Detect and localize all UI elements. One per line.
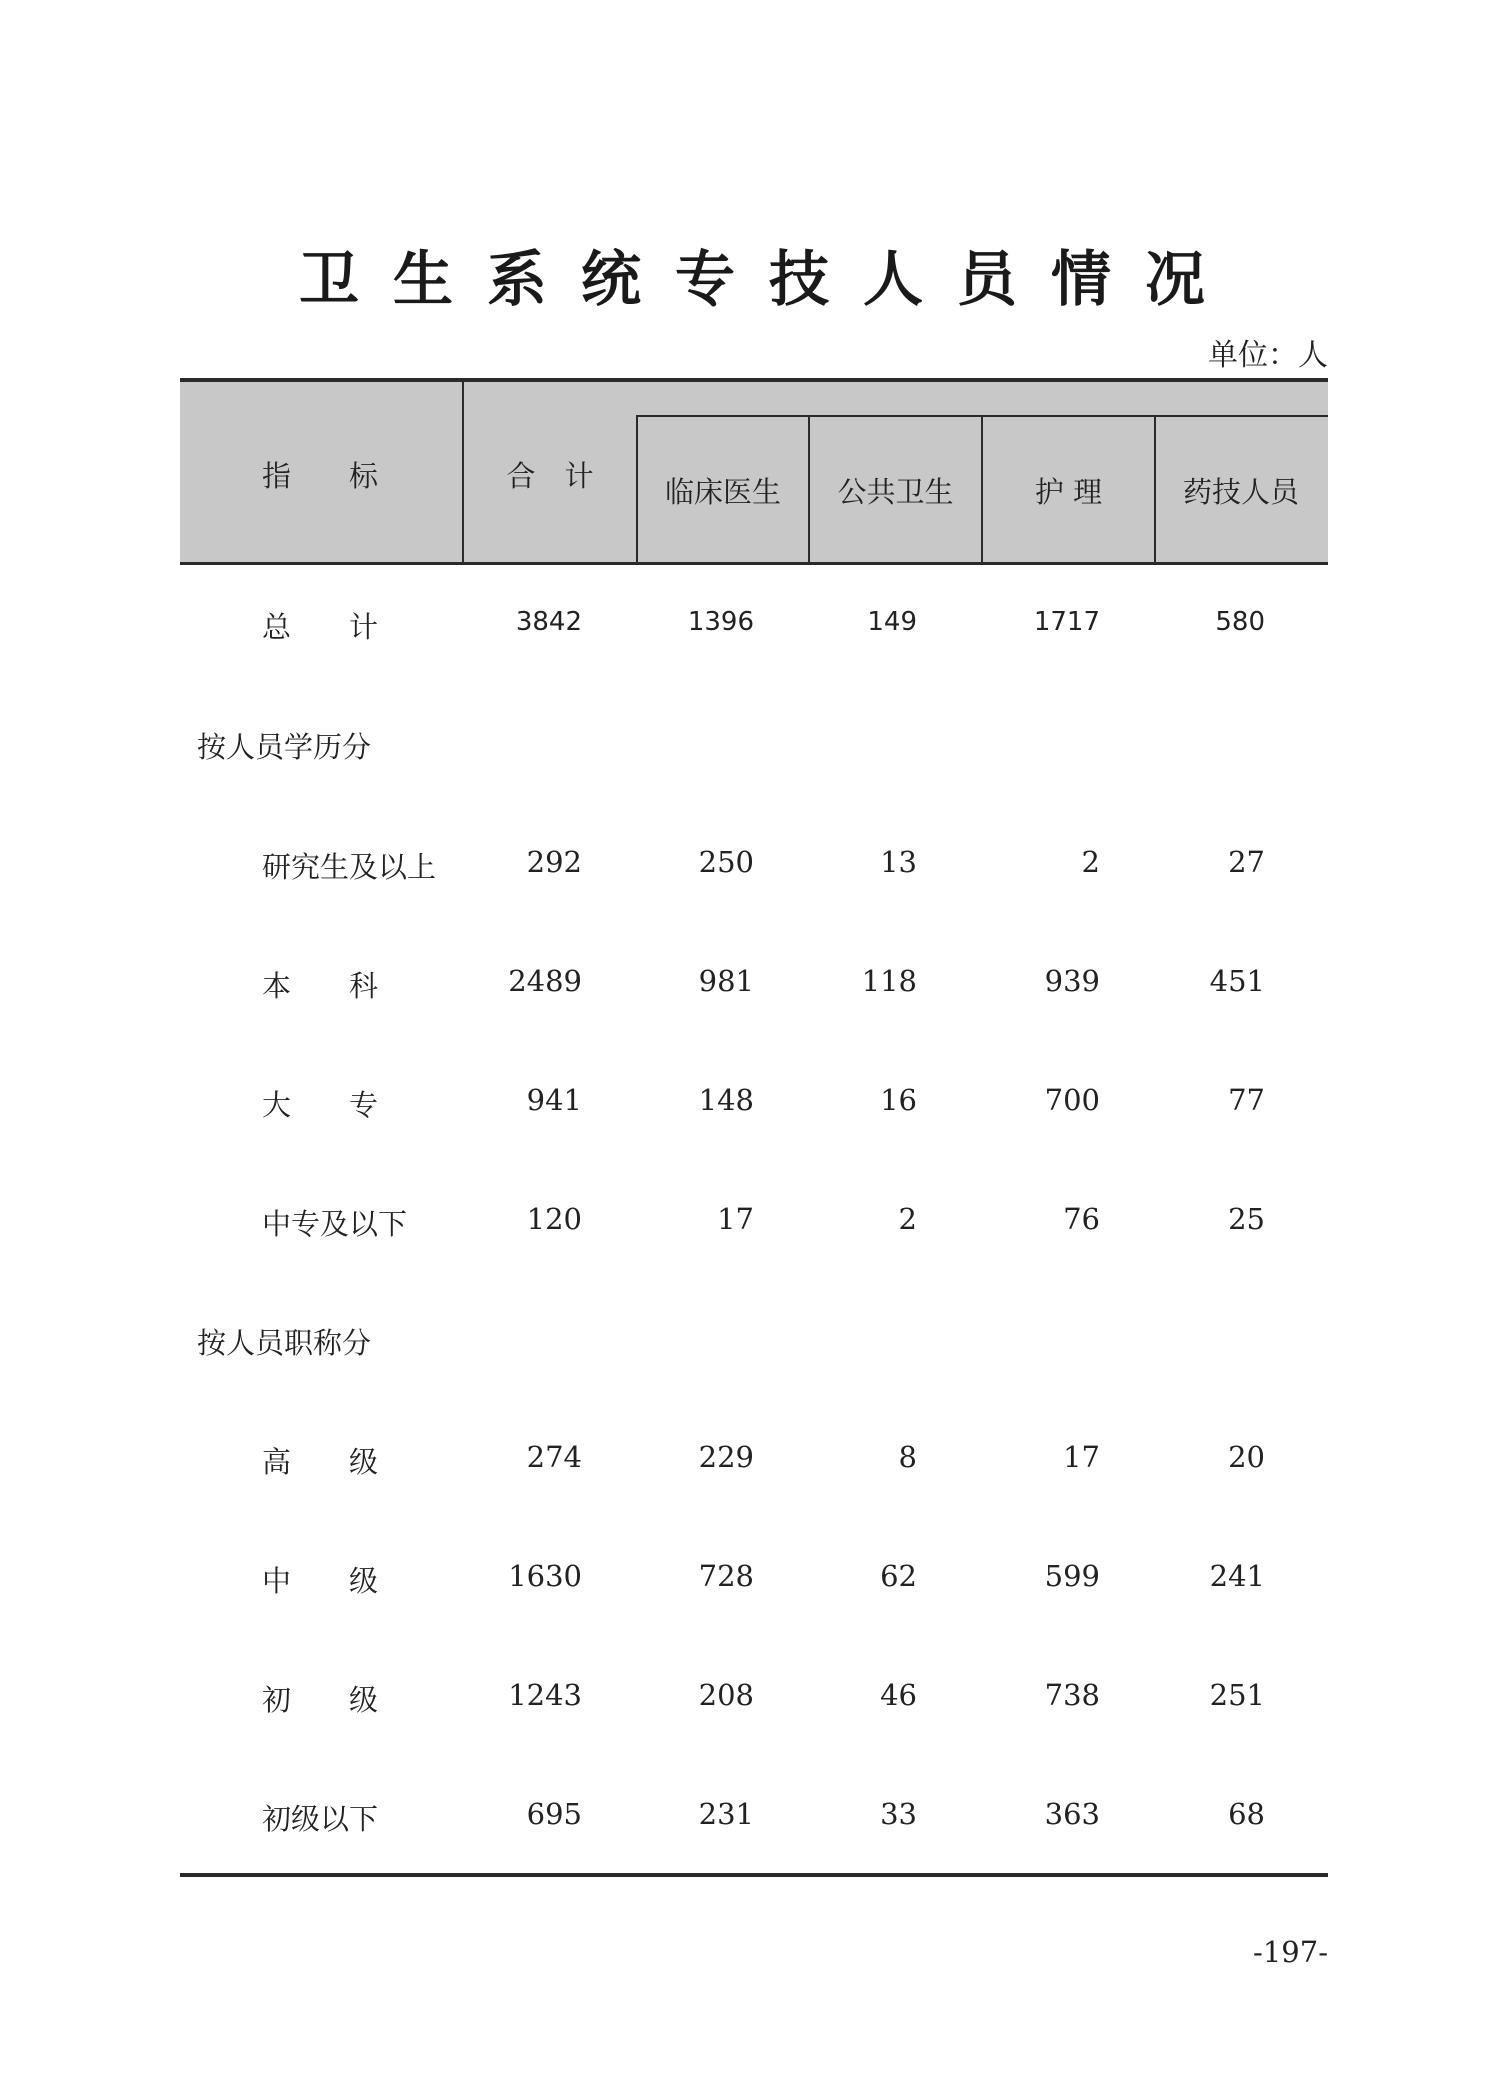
cell-total: 1630 <box>508 1559 582 1593</box>
cell-clinical: 229 <box>698 1440 754 1474</box>
cell-public-health: 13 <box>880 845 917 879</box>
cell-total: 2489 <box>508 964 582 998</box>
section-heading: 按人员职称分 <box>197 1326 372 1360</box>
cell-clinical: 208 <box>698 1678 754 1712</box>
header-indicator: 指 标 <box>261 459 378 493</box>
header-col-nursing: 护 理 <box>1034 475 1103 509</box>
cell-nursing: 17 <box>1063 1440 1100 1474</box>
row-label: 本 科 <box>262 969 379 1003</box>
cell-public-health: 118 <box>861 964 917 998</box>
cell-public-health: 46 <box>880 1678 917 1712</box>
header-divider <box>462 382 464 562</box>
cell-pharmacy: 27 <box>1228 845 1265 879</box>
row-label: 大 专 <box>262 1088 379 1122</box>
section-heading: 按人员学历分 <box>197 730 372 764</box>
header-col-pharmacy: 药技人员 <box>1182 475 1299 509</box>
cell-total: 120 <box>526 1202 582 1236</box>
cell-nursing: 1717 <box>1033 607 1100 637</box>
row-label: 初 级 <box>262 1683 379 1717</box>
cell-total: 274 <box>526 1440 582 1474</box>
table-bottom-rule <box>180 1873 1328 1877</box>
cell-nursing: 2 <box>1081 845 1100 879</box>
cell-clinical: 1396 <box>687 607 754 637</box>
row-label: 中专及以下 <box>262 1207 408 1241</box>
cell-clinical: 728 <box>698 1559 754 1593</box>
cell-clinical: 17 <box>717 1202 754 1236</box>
cell-public-health: 16 <box>880 1083 917 1117</box>
cell-total: 941 <box>526 1083 582 1117</box>
unit-label: 单位：人 <box>1208 338 1328 373</box>
row-label: 初级以下 <box>262 1802 379 1836</box>
header-total: 合 计 <box>506 459 594 493</box>
row-label: 研究生及以上 <box>262 850 437 884</box>
cell-public-health: 8 <box>898 1440 917 1474</box>
cell-nursing: 738 <box>1044 1678 1100 1712</box>
cell-public-health: 62 <box>880 1559 917 1593</box>
cell-clinical: 148 <box>698 1083 754 1117</box>
cell-nursing: 76 <box>1063 1202 1100 1236</box>
cell-total: 292 <box>526 845 582 879</box>
row-label: 中 级 <box>262 1564 379 1598</box>
page-number: -197- <box>1253 1935 1328 1969</box>
cell-public-health: 33 <box>880 1797 917 1831</box>
cell-total: 1243 <box>508 1678 582 1712</box>
cell-pharmacy: 241 <box>1209 1559 1265 1593</box>
cell-nursing: 599 <box>1044 1559 1100 1593</box>
cell-total: 695 <box>526 1797 582 1831</box>
cell-pharmacy: 20 <box>1228 1440 1265 1474</box>
row-label: 总 计 <box>262 610 379 644</box>
cell-nursing: 939 <box>1044 964 1100 998</box>
cell-clinical: 250 <box>698 845 754 879</box>
header-col-clinical: 临床医生 <box>664 475 781 509</box>
cell-clinical: 231 <box>698 1797 754 1831</box>
cell-pharmacy: 251 <box>1209 1678 1265 1712</box>
cell-pharmacy: 580 <box>1215 607 1265 637</box>
table-header <box>180 378 1328 565</box>
cell-nursing: 363 <box>1044 1797 1100 1831</box>
cell-pharmacy: 25 <box>1228 1202 1265 1236</box>
cell-public-health: 149 <box>867 607 917 637</box>
cell-public-health: 2 <box>898 1202 917 1236</box>
row-label: 高 级 <box>262 1445 379 1479</box>
cell-pharmacy: 77 <box>1228 1083 1265 1117</box>
page-title: 卫生系统专技人员情况 <box>299 245 1239 315</box>
cell-pharmacy: 68 <box>1228 1797 1265 1831</box>
cell-total: 3842 <box>515 607 582 637</box>
cell-clinical: 981 <box>698 964 754 998</box>
header-col-public-health: 公共卫生 <box>837 475 954 509</box>
cell-nursing: 700 <box>1044 1083 1100 1117</box>
cell-pharmacy: 451 <box>1209 964 1265 998</box>
